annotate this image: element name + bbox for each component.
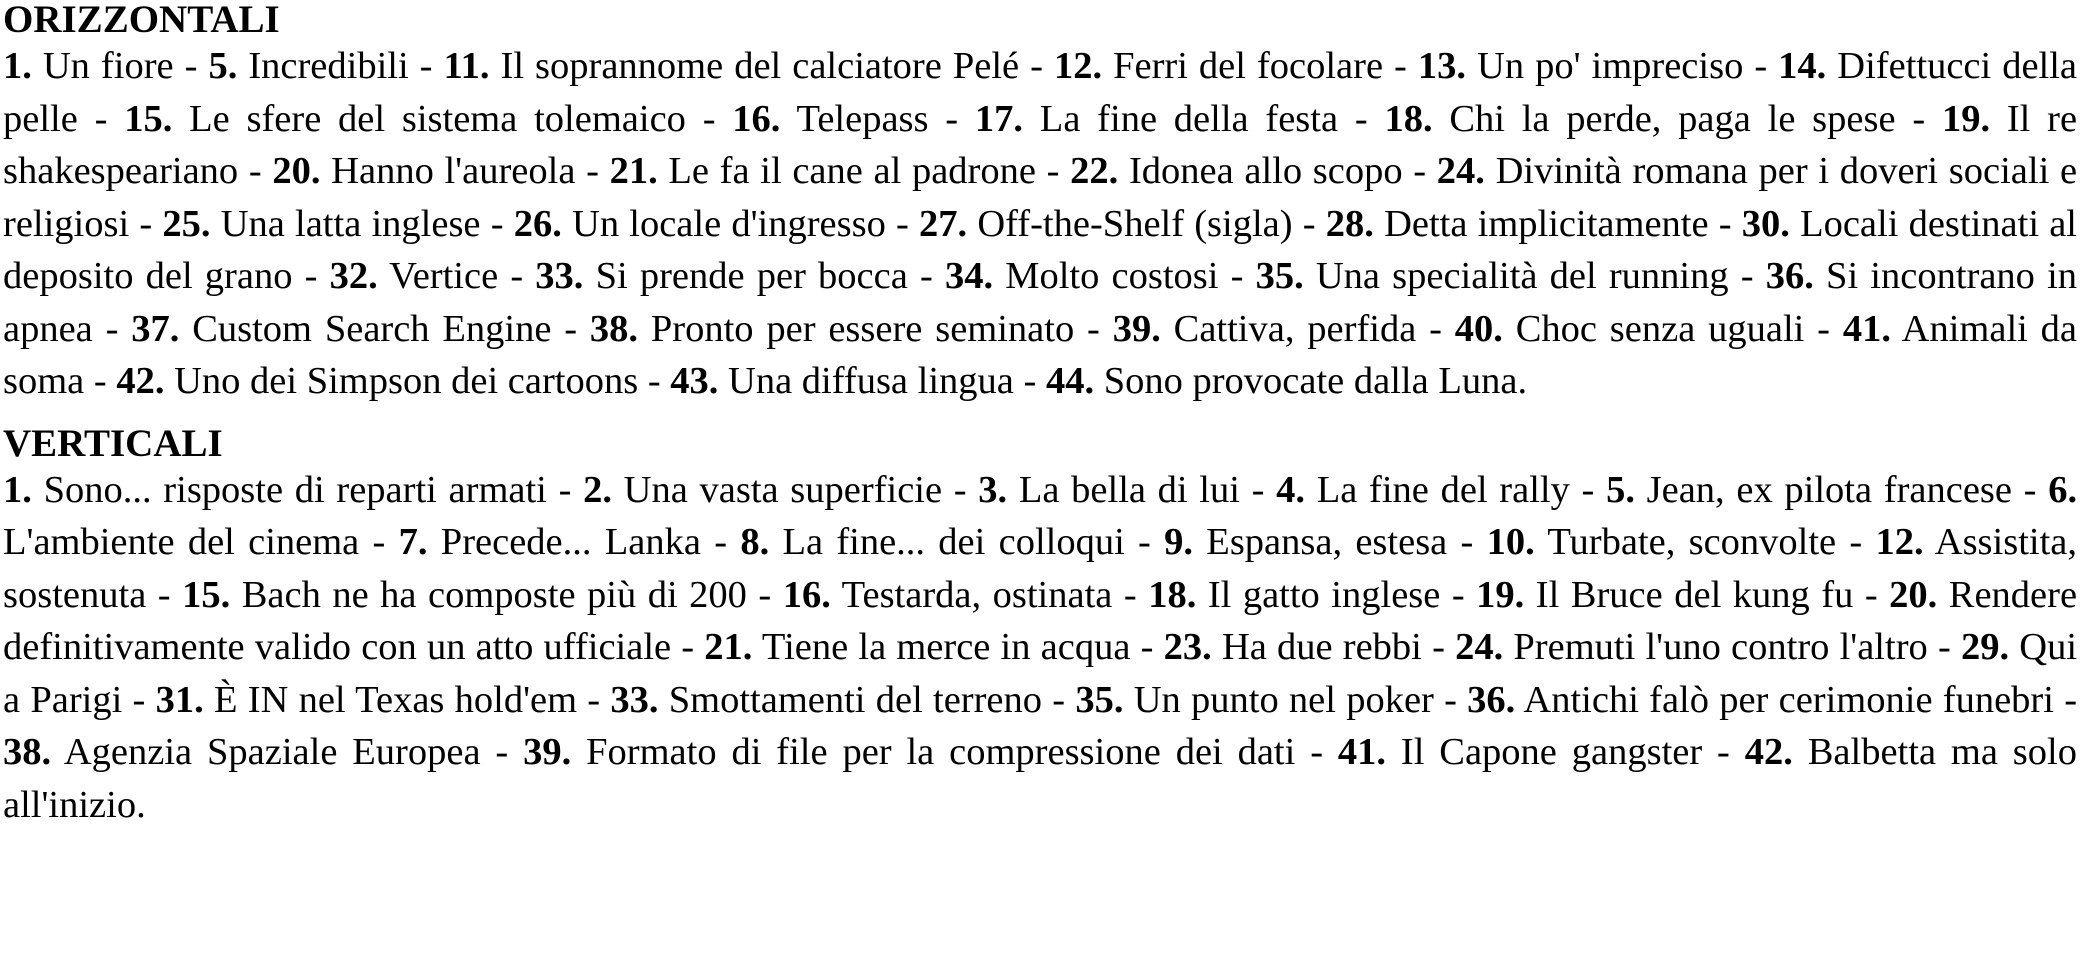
clue-text: Il soprannome del calciatore Pelé xyxy=(500,45,1020,87)
clue-number: 39. xyxy=(523,731,572,773)
clue-text: L'ambiente del cinema xyxy=(3,521,360,563)
clue-text: Una latta inglese xyxy=(220,202,481,245)
clue-item xyxy=(1164,521,1447,563)
clue-text: Vertice xyxy=(389,255,499,297)
clue-item xyxy=(1075,679,1434,721)
clue-text: Cattiva, perfida xyxy=(1173,307,1417,350)
clue-item xyxy=(1418,45,1743,87)
clue-text: La bella di lui xyxy=(1018,468,1240,511)
clue-text: Il Capone gangster xyxy=(1400,731,1703,773)
clue-item xyxy=(162,203,480,245)
clue-text: Una vasta superficie xyxy=(623,468,943,511)
clue-number: 16. xyxy=(782,573,831,616)
clue-text: Qui a Parigi xyxy=(3,626,2078,721)
clue-number: 32. xyxy=(329,255,378,297)
section-verticali xyxy=(3,421,2078,832)
clue-number: 35. xyxy=(1075,678,1124,721)
clue-item xyxy=(1338,731,1702,773)
clue-item xyxy=(1046,360,1527,402)
clue-number: 41. xyxy=(1337,731,1387,773)
clue-text: Idonea allo scopo xyxy=(1128,150,1403,192)
clue-text: Uno dei Simpson dei cartoons xyxy=(174,360,639,402)
section-gap xyxy=(3,408,2077,424)
clue-text: Off-the-Shelf (sigla) xyxy=(977,202,1293,245)
clue-item xyxy=(272,150,575,192)
clue-text: Turbate, sconvolte xyxy=(1547,521,1837,563)
clue-item xyxy=(1487,521,1837,563)
clue-number: 11. xyxy=(443,45,490,87)
clue-item xyxy=(732,98,928,140)
clue-text: Rendere definitivamente valido con un atto ufficiale xyxy=(3,573,2078,668)
clue-item xyxy=(945,255,1219,297)
clue-item xyxy=(3,469,547,511)
clue-text: Una diffusa lingua xyxy=(728,360,1014,402)
clue-item xyxy=(1455,626,1928,668)
clue-text: Assistita, sostenuta xyxy=(3,521,2078,616)
clue-number: 31. xyxy=(155,678,204,721)
clue-item xyxy=(978,469,1240,511)
clue-text: Ferri del focolare xyxy=(1113,45,1384,87)
clue-number: 40. xyxy=(1454,307,1503,350)
clue-item xyxy=(610,679,1042,721)
clue-text: Espansa, estesa xyxy=(1206,521,1448,563)
section-title-verticali: VERTICALI xyxy=(3,421,223,465)
clue-text: Incredibili xyxy=(248,45,409,87)
clue-number: 36. xyxy=(1765,255,1814,297)
clue-text: Bach ne ha composte più di 200 xyxy=(241,573,747,616)
clue-item xyxy=(1384,98,1895,140)
clue-number: 12. xyxy=(1053,45,1103,87)
clue-number: 33. xyxy=(610,678,659,721)
clue-number: 21. xyxy=(704,626,753,668)
clue-item xyxy=(1606,469,2012,511)
clue-number: 21. xyxy=(609,150,658,192)
clue-text: Molto costosi xyxy=(1005,255,1219,297)
clue-item xyxy=(208,45,408,87)
clue-item xyxy=(444,45,1020,87)
section-title-orizzontali: ORIZZONTALI xyxy=(3,0,280,41)
clue-text: La fine del rally xyxy=(1316,468,1570,511)
clue-number: 16. xyxy=(732,97,781,140)
clue-number: 33. xyxy=(535,255,584,297)
clue-item xyxy=(670,360,1014,402)
clue-text: Locali destinati al deposito del grano xyxy=(3,202,2078,297)
clue-item xyxy=(1455,308,1805,350)
clue-text: Jean, ex pilota francese xyxy=(1646,468,2012,511)
clue-number: 27. xyxy=(919,202,968,245)
clue-number: 2. xyxy=(583,468,612,511)
clue-number: 13. xyxy=(1417,45,1467,87)
clue-text: Agenzia Spaziale Europea xyxy=(63,731,481,773)
clue-number: 3. xyxy=(978,468,1008,511)
clue-number: 8. xyxy=(740,521,770,563)
clue-item xyxy=(704,626,1130,668)
clue-text: Balbetta ma solo all'inizio. xyxy=(3,731,2077,826)
clue-item xyxy=(1256,255,1729,297)
clue-item xyxy=(783,574,1113,616)
clue-item xyxy=(1164,626,1422,668)
clue-number: 29. xyxy=(1960,626,2010,668)
clue-number: 38. xyxy=(589,307,639,350)
clue-number: 42. xyxy=(1744,731,1793,773)
clue-number: 35. xyxy=(1255,255,1304,297)
clue-number: 44. xyxy=(1045,360,1095,402)
clue-number: 39. xyxy=(1112,307,1161,350)
clue-item xyxy=(514,203,886,245)
clue-item xyxy=(1054,45,1383,87)
clue-text: Chi la perde, paga le spese xyxy=(1449,97,1896,140)
clue-number: 1. xyxy=(3,45,32,87)
clue-item xyxy=(182,574,747,616)
clue-number: 24. xyxy=(1455,626,1504,668)
clue-text: Si prende per bocca xyxy=(595,255,908,297)
clue-number: 5. xyxy=(1606,468,1635,511)
clue-text: Precede... Lanka xyxy=(440,521,701,563)
clue-number: 42. xyxy=(116,360,165,402)
clue-text: Testarda, ostinata xyxy=(841,573,1113,616)
clue-number: 9. xyxy=(1164,521,1194,563)
clue-text: Hanno l'aureola xyxy=(331,150,576,192)
clue-number: 41. xyxy=(1842,307,1891,350)
clue-text: Custom Search Engine xyxy=(192,307,552,350)
clue-text: Pronto per essere seminato xyxy=(650,307,1075,350)
clue-item xyxy=(399,521,701,563)
clue-number: 5. xyxy=(208,45,238,87)
clue-number: 18. xyxy=(1148,573,1197,616)
clue-number: 34. xyxy=(944,255,994,297)
clue-item xyxy=(610,150,1036,192)
clue-number: 38. xyxy=(3,731,52,773)
clue-text: Premuti l'uno contro l'altro xyxy=(1513,626,1928,668)
clue-number: 17. xyxy=(974,97,1024,140)
clue-number: 19. xyxy=(1941,97,1991,140)
clue-number: 20. xyxy=(1889,573,1938,616)
clue-number: 4. xyxy=(1276,468,1306,511)
clue-number: 15. xyxy=(182,573,231,616)
section-orizzontali xyxy=(3,0,2077,408)
clue-text: Un locale d'ingresso xyxy=(572,202,886,245)
clue-item xyxy=(3,45,174,87)
clue-item xyxy=(590,308,1074,350)
clue-text: Ha due rebbi xyxy=(1221,626,1422,668)
clue-item xyxy=(1476,574,1853,616)
clue-number: 14. xyxy=(1778,45,1827,87)
clue-text: Antichi falò per cerimonie funebri xyxy=(1523,678,2054,721)
clue-item xyxy=(116,360,638,402)
clue-item xyxy=(156,679,577,721)
clue-text: Animali da soma xyxy=(3,307,2077,402)
clue-number: 1. xyxy=(3,468,32,511)
clue-text: Choc senza uguali xyxy=(1515,307,1805,350)
clue-item xyxy=(975,98,1338,140)
clue-item xyxy=(131,308,551,350)
clue-text: Si incontrano in apnea xyxy=(3,255,2078,350)
clue-item xyxy=(919,203,1293,245)
clue-item xyxy=(124,98,686,140)
clue-text: Sono... risposte di reparti armati xyxy=(43,468,547,511)
clue-item xyxy=(330,255,499,297)
clue-number: 15. xyxy=(124,97,173,140)
clue-text: Tiene la merce in acqua xyxy=(761,626,1131,668)
clue-number: 43. xyxy=(670,360,719,402)
clue-number: 22. xyxy=(1070,150,1119,192)
clue-text: Le sfere del sistema tolemaico xyxy=(189,97,686,140)
clue-text: Telepass xyxy=(796,97,929,140)
clue-number: 18. xyxy=(1384,97,1433,140)
clue-list-orizzontali: 1. Un fiore - 5. Incredibili - 11. Il soprannome del calciatore Pelé - 12. Ferri del focolare - 13. Un po' impreciso - 14. Difettucci della pelle - 15. Le sfere del sistema tolemaico - 16. Telepass - 17. La fine della festa - 18. Chi la perde, paga le spese - 19. Il re shakespeariano - 20. Hanno l'aureola - 21. Le fa il cane al padrone - 22. Idonea allo scopo - 24. Divinità romana per i doveri sociali e religiosi - 25. Una latta inglese - 26. Un locale d'ingresso - 27. Off-the-Shelf (sigla) - 28. Detta implicitamente - 30. Locali destinati al deposito del grano - 32. Vertice - 33. Si prende per bocca - 34. Molto costosi - 35. Una specialità del running - 36. Si incontrano in apnea - 37. Custom Search Engine - 38. Pronto per essere seminato - 39. Cattiva, perfida - 40. Choc senza uguali - 41. Animali da soma - 42. Uno dei Simpson dei cartoons - 43. Una diffusa lingua - 44. Sono provocate dalla Luna. xyxy=(3,45,2078,402)
clue-item xyxy=(1070,150,1402,192)
clue-text: Un punto nel poker xyxy=(1133,678,1434,721)
clue-text: Il Bruce del kung fu xyxy=(1535,573,1854,616)
clue-item xyxy=(523,731,1295,773)
clue-text: Formato di file per la compressione dei dati xyxy=(586,731,1296,773)
clue-number: 30. xyxy=(1741,202,1790,245)
clue-text: È IN nel Texas hold'em xyxy=(213,678,578,721)
clue-text: Le fa il cane al padrone xyxy=(668,150,1036,192)
clue-text: Divinità romana per i doveri sociali e religiosi xyxy=(3,150,2078,245)
crossword-clues-page xyxy=(3,0,2077,831)
clue-text: Una specialità del running xyxy=(1315,255,1729,297)
clue-number: 28. xyxy=(1325,202,1374,245)
clue-text: Detta implicitamente xyxy=(1384,202,1709,245)
clue-number: 26. xyxy=(513,202,562,245)
clue-number: 37. xyxy=(131,307,180,350)
clue-item xyxy=(1276,469,1570,511)
clue-item xyxy=(1326,203,1709,245)
clue-number: 20. xyxy=(272,150,321,192)
clue-number: 12. xyxy=(1875,521,1924,563)
clue-text: Un po' impreciso xyxy=(1477,45,1744,87)
clue-number: 10. xyxy=(1486,521,1535,563)
clue-text: Il re shakespeariano xyxy=(3,97,2078,192)
clue-text: Un fiore xyxy=(42,45,174,87)
clue-number: 7. xyxy=(398,521,428,563)
clue-number: 23. xyxy=(1163,626,1212,668)
clue-number: 6. xyxy=(2048,468,2078,511)
clue-text: La fine... dei colloqui xyxy=(782,521,1125,563)
clue-item xyxy=(583,469,942,511)
clue-text: Sono provocate dalla Luna. xyxy=(1103,360,1528,402)
clue-number: 19. xyxy=(1476,573,1525,616)
clue-list-verticali: 1. Sono... risposte di reparti armati - 2. Una vasta superficie - 3. La bella di lui - 4. La fine del rally - 5. Jean, ex pilota francese - 6. L'ambiente del cinema - 7. Precede... Lanka - 8. La fine... dei colloqui - 9. Espansa, estesa - 10. Turbate, sconvolte - 12. Assistita, sostenuta - 15. Bach ne ha composte più di 200 - 16. Testarda, ostinata - 18. Il gatto inglese - 19. Il Bruce del kung fu - 20. Rendere definitivamente valido con un atto ufficiale - 21. Tiene la merce in acqua - 23. Ha due rebbi - 24. Premuti l'uno contro l'altro - 29. Qui a Parigi - 31. È IN nel Texas hold'em - 33. Smottamenti del terreno - 35. Un punto nel poker - 36. Antichi falò per cerimonie funebri - 38. Agenzia Spaziale Europea - 39. Formato di file per la compressione dei dati - 41. Il Capone gangster - 42. Balbetta ma solo all'inizio. xyxy=(3,468,2078,826)
clue-item xyxy=(1148,574,1440,616)
clue-text: Difettucci della pelle xyxy=(3,45,2078,140)
clue-item xyxy=(1113,308,1417,350)
clue-text: La fine della festa xyxy=(1039,97,1339,140)
clue-number: 36. xyxy=(1467,678,1516,721)
clue-item xyxy=(1467,679,2054,721)
clue-item xyxy=(740,521,1124,563)
clue-text: Smottamenti del terreno xyxy=(668,678,1043,721)
clue-item xyxy=(3,731,481,773)
clue-number: 24. xyxy=(1436,150,1485,192)
clue-item xyxy=(535,255,908,297)
clue-text: Il gatto inglese xyxy=(1207,573,1441,616)
clue-number: 25. xyxy=(162,202,211,245)
